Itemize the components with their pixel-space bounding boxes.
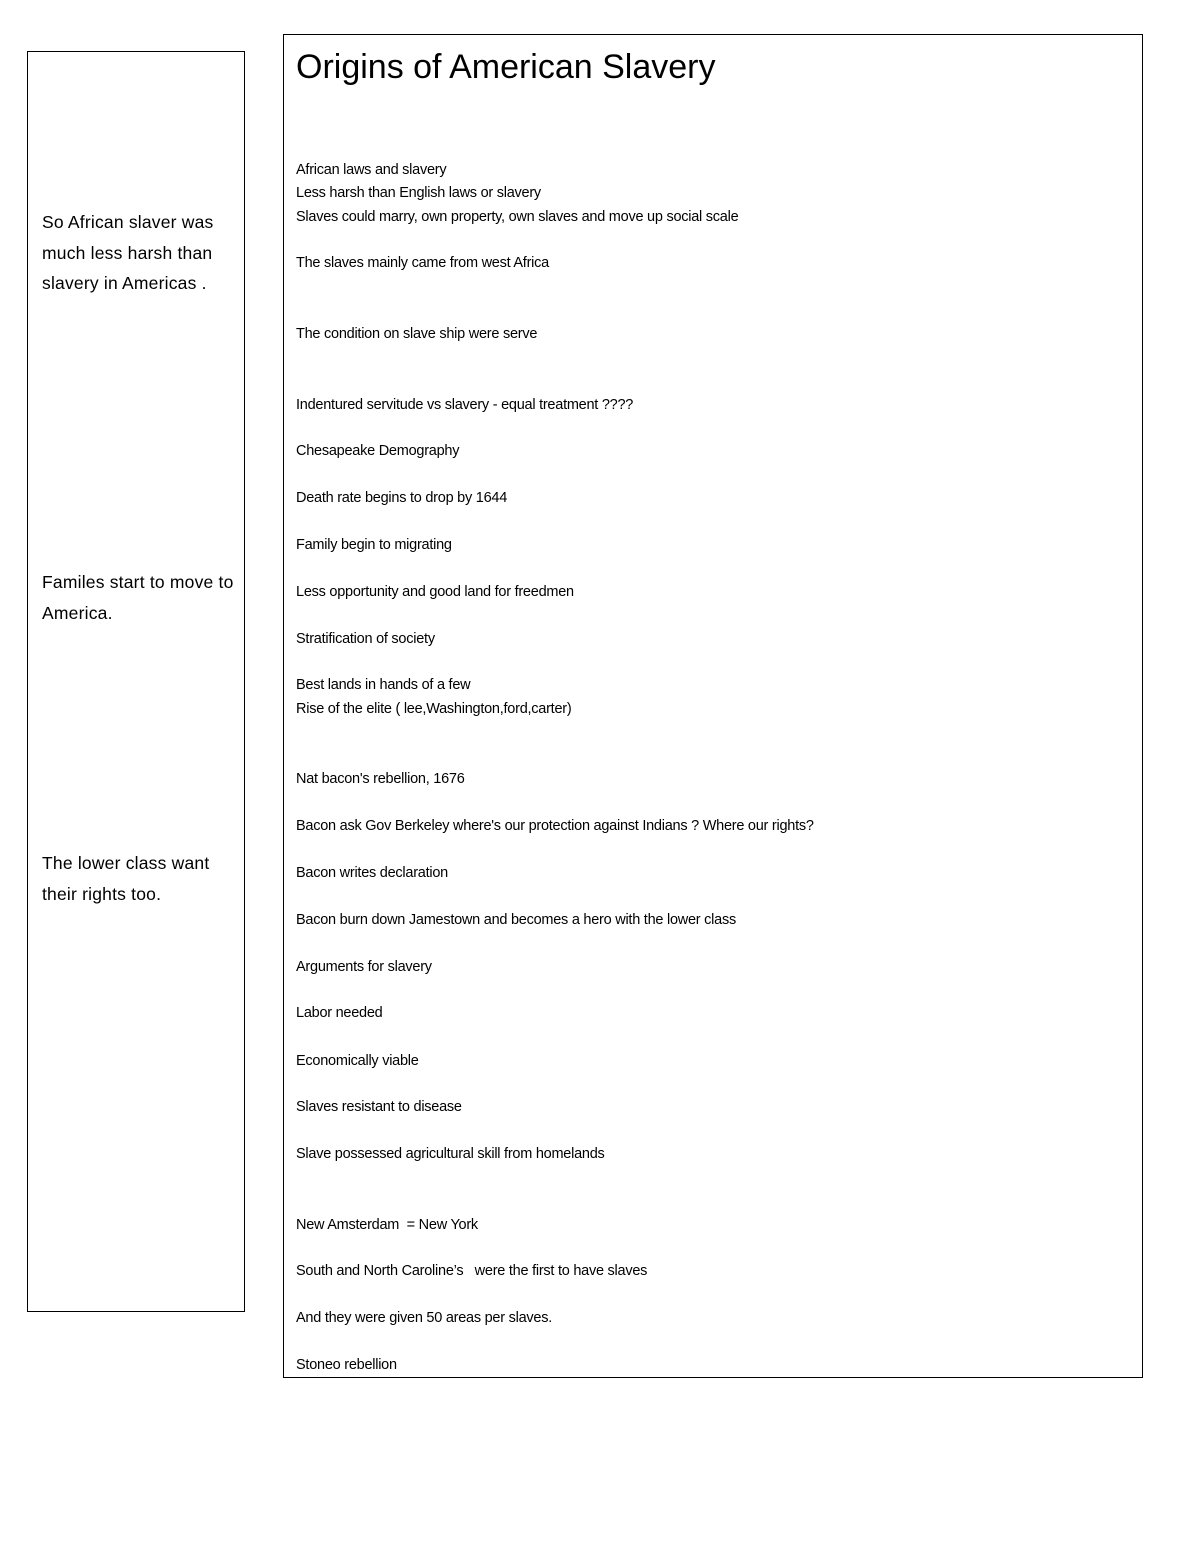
note-line: African laws and slavery: [296, 162, 447, 178]
note-line: Best lands in hands of a few: [296, 677, 471, 693]
note-line: New Amsterdam = New York: [296, 1217, 478, 1233]
note-line: The slaves mainly came from west Africa: [296, 255, 549, 271]
note-line: Nat bacon's rebellion, 1676: [296, 771, 465, 787]
note-line: Less harsh than English laws or slavery: [296, 185, 541, 201]
side-note: Familes start to move to America.: [42, 572, 234, 623]
note-line: Rise of the elite ( lee,Washington,ford,carter): [296, 701, 572, 717]
note-line: Labor needed: [296, 1005, 383, 1021]
note-line: Stoneo rebellion: [296, 1357, 397, 1373]
note-line: Bacon ask Gov Berkeley where's our protection against Indians ? Where our rights?: [296, 818, 814, 834]
side-note: So African slaver was much less harsh than slavery in Americas .: [42, 212, 214, 293]
note-line: Family begin to migrating: [296, 537, 452, 553]
note-line: Bacon burn down Jamestown and becomes a hero with the lower class: [296, 912, 736, 928]
note-line: South and North Caroline’s were the first to have slaves: [296, 1263, 648, 1279]
side-note: The lower class want their rights too.: [42, 853, 210, 904]
note-line: Indentured servitude vs slavery - equal treatment ????: [296, 397, 634, 413]
note-line: Arguments for slavery: [296, 959, 432, 975]
note-line: Stratification of society: [296, 631, 435, 647]
sidebar-notes-box: [27, 51, 245, 1312]
note-line: Economically viable: [296, 1053, 419, 1069]
main-notes-box: [283, 34, 1143, 1378]
note-line: Chesapeake Demography: [296, 443, 460, 459]
note-line: Slave possessed agricultural skill from homelands: [296, 1146, 605, 1162]
note-line: Slaves resistant to disease: [296, 1099, 462, 1115]
note-line: And they were given 50 areas per slaves.: [296, 1310, 552, 1326]
note-line: Bacon writes declaration: [296, 865, 448, 881]
page-title: Origins of American Slavery: [296, 48, 716, 86]
note-line: Less opportunity and good land for freedmen: [296, 584, 574, 600]
note-line: Slaves could marry, own property, own slaves and move up social scale: [296, 209, 739, 225]
note-line: Death rate begins to drop by 1644: [296, 490, 508, 506]
note-line: The condition on slave ship were serve: [296, 326, 538, 342]
